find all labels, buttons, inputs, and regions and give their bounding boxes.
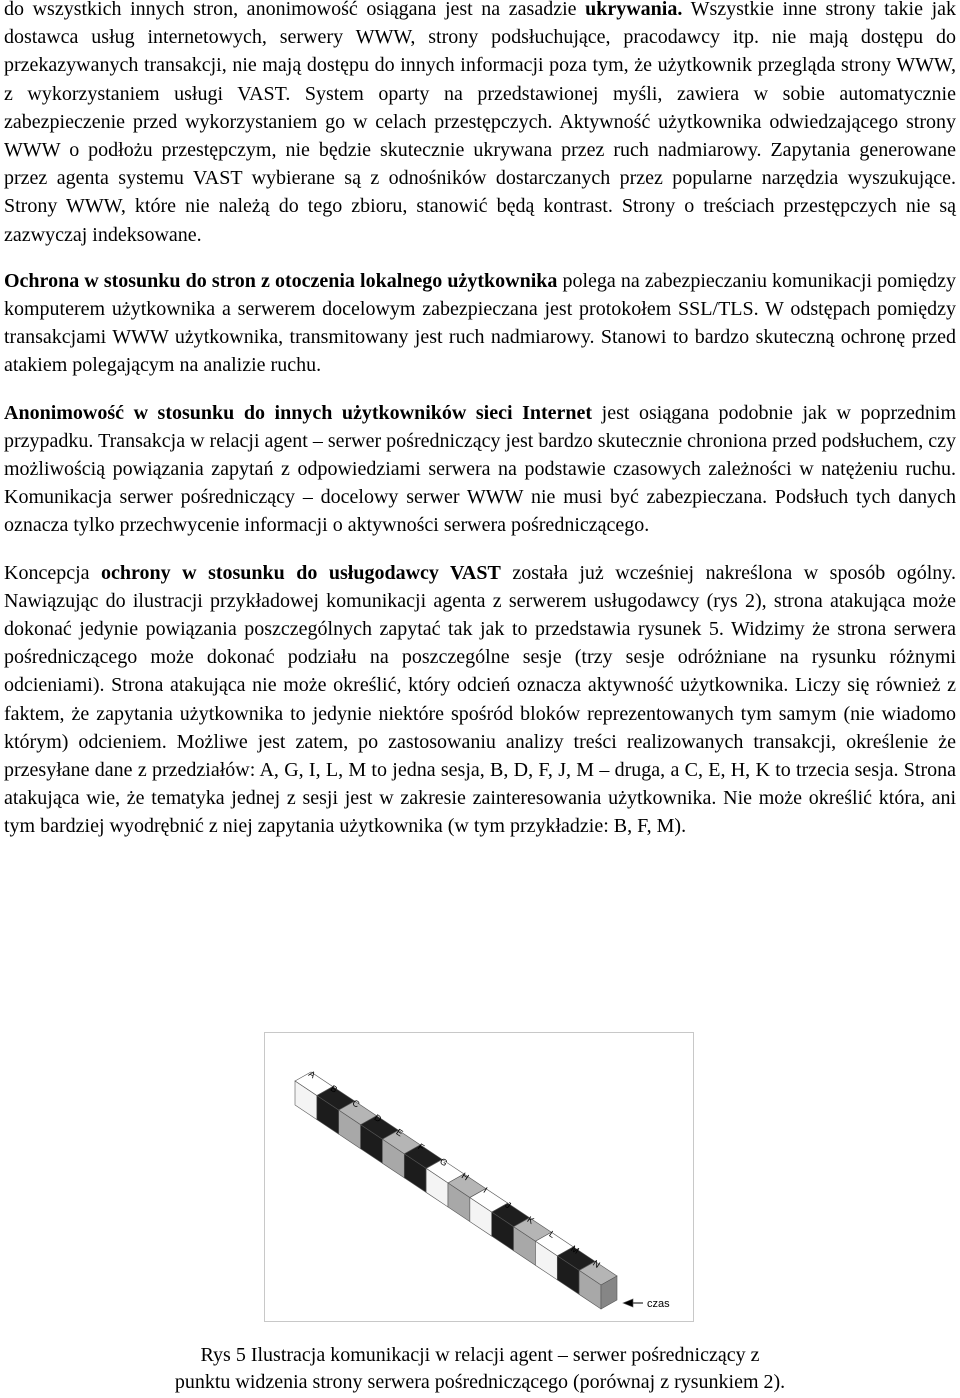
text-run: jest osiągana podobnie jak w poprzednim przypadku. Transakcja w relacji agent – serwer pośredniczący jest bardzo skutecznie chroniona przed podsłuchem, czy możliwością powiązania zapytań z odpowiedziami serwera na podstawie czasowych zależności w natężeniu ruchu. Komunikacja serwer pośredniczący – docelowy serwer WWW nie musi być zabezpieczana. Podsłuch tych danych oznacza tylko przechwycenie informacji o aktywności serwera pośredniczącego. — [4, 401, 957, 537]
segment-label-D: D — [372, 1112, 384, 1125]
segment-label-L: L — [547, 1228, 557, 1240]
time-axis-label: czas — [647, 1298, 670, 1310]
paragraph-local-protection — [4, 267, 956, 380]
segment-label-I: I — [481, 1185, 490, 1195]
figure-caption — [0, 1342, 960, 1396]
paragraph-internet-anonymity — [4, 399, 956, 540]
bold-phrase: Ochrona w stosunku do stron z otoczenia lokalnego użytkownika — [4, 269, 558, 292]
bold-phrase: ochrony w stosunku do usługodawcy VAST — [101, 561, 501, 584]
bold-phrase: ukrywania. — [585, 0, 683, 20]
figure-session-diagram — [264, 1032, 694, 1322]
segment-label-C: C — [350, 1097, 362, 1110]
paragraph-intro — [4, 0, 956, 249]
bold-phrase: Anonimowość w stosunku do innych użytkowników sieci Internet — [4, 401, 593, 424]
caption-line-1: Rys 5 Ilustracja komunikacji w relacji agent – serwer pośredniczący z — [200, 1344, 760, 1366]
segment-label-H: H — [459, 1170, 471, 1183]
segment-label-K: K — [525, 1214, 536, 1226]
text-run: polega na zabezpieczaniu komunikacji pomiędzy komputerem użytkownika a serwerem docelowym zabezpieczana jest protokołem SSL/TLS. W odstępach pomiędzy transakcjami WWW użytkownika, transmitowany jest ruch nadmiarowy. Stanowi to bardzo skuteczną ochronę przed atakiem polegającym na analizie ruchu. — [4, 269, 956, 377]
segment-label-E: E — [394, 1126, 405, 1139]
segment-label-A: A — [306, 1068, 318, 1081]
text-run: została już wcześniej nakreślona w sposób ogólny. Nawiązując do ilustracji przykładowej komunikacji agenta z serwerem usługodawcy (rys 2), strona atakująca może dokonać jedynie powiązania poszczególnych zapytać tak jak to przedstawia rysunek 5. Widzimy że strona serwera pośredniczącego może dokonać podziału na poszczególne sesje (trzy sesje odróżniane na rysunku różnymi odcieniami). Strona atakująca nie może określić, który odcień oznacza aktywność użytkownika. Liczy się również z faktem, że zapytania użytkownika to jedynie niektóre spośród bloków reprezentowanych tym samym (nie wiadomo którym) odcieniem. Możliwe jest zatem, po zastosowaniu analizy treści realizowanych transakcji, określenie że przesyłane dane z przedziałów: A, G, I, L, M to jedna sesja, B, D, F, J, M – druga, a C, E, H, K to trzecia sesja. Strona atakująca wie, że tematyka jednej z sesji jest w zakresie zainteresowania użytkownika. Nie może określić która, ani tym bardziej wyodrębnić z niej zapytania użytkownika (w tym przykładzie: B, F, M). — [4, 561, 956, 838]
segment-label-G: G — [437, 1156, 450, 1169]
session-bar-illustration — [265, 1033, 693, 1321]
text-run: Koncepcja — [4, 561, 101, 584]
time-arrow-icon — [623, 1299, 633, 1307]
text-run: do wszystkich innych stron, anonimowość osiągana jest na zasadzie — [4, 0, 586, 20]
segment-label-F: F — [416, 1141, 427, 1153]
segment-label-N: N — [590, 1258, 602, 1270]
paragraph-vast-protection — [4, 559, 956, 841]
segment-label-J: J — [503, 1199, 513, 1211]
caption-line-2: punktu widzenia strony serwera pośredniczącego (porównaj z rysunkiem 2). — [174, 1371, 786, 1393]
segment-label-B: B — [328, 1083, 340, 1095]
segment-label-M: M — [569, 1243, 581, 1256]
document-page — [4, 0, 956, 841]
text-run: Wszystkie inne strony takie jak dostawca usług internetowych, serwery WWW, strony podsłuchujące, pracodawcy itp. nie mają dostępu do przekazywanych transakcji, nie mają dostępu do innych informacji poza tym, że użytkownik przegląda strony WWW, z wykorzystaniem usługi VAST. System oparty na przedstawionej myśli, zawiera w sobie automatycznie zabezpieczenie przed wykorzystaniem go w celach przestępczych. Aktywność użytkownika odwiedzającego strony WWW o podłożu przestępczym, nie będzie skutecznie ukrywana przez ruch nadmiarowy. Zapytania generowane przez agenta systemu VAST wybierane są z odnośników dostarczanych przez popularne narzędzia wyszukujące. Strony WWW, które nie należą do tego zbioru, stanowić będą kontrast. Strony o treściach przestępczych nie są zazwyczaj indeksowane. — [4, 0, 956, 246]
